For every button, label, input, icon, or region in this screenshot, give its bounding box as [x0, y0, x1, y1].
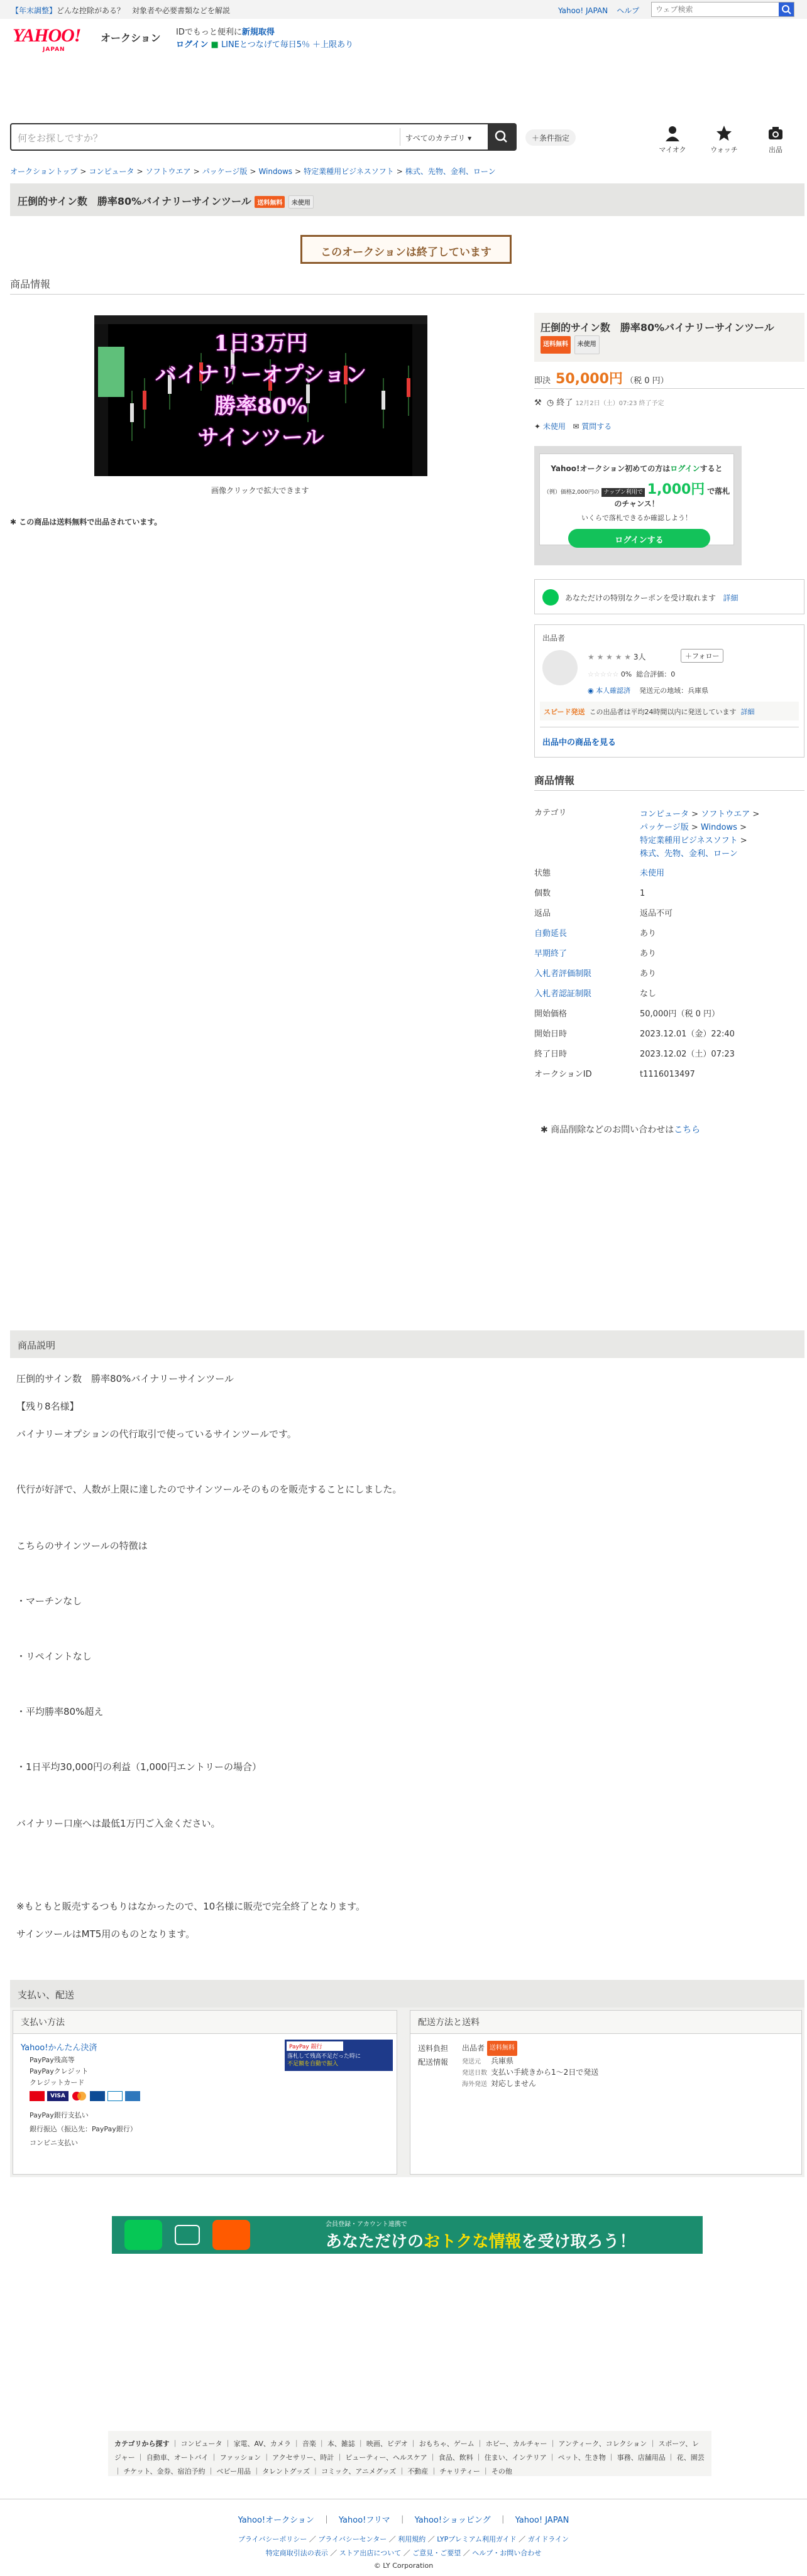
- shipping-box: [410, 2010, 802, 2175]
- auction-search-bar: [10, 123, 517, 151]
- footer-link[interactable]: ガイドライン: [527, 2535, 569, 2543]
- ship-info-label: 配送情報: [418, 2058, 449, 2067]
- news-tag: 【年末調整】: [11, 6, 57, 15]
- payment-method: クレジットカード: [30, 2079, 85, 2087]
- watch-label: ウォッチ: [710, 146, 738, 154]
- seller-rating-row: ★ ★ ★ ★ ★ 3人: [588, 653, 646, 661]
- info-row-category: [534, 807, 804, 867]
- info-value: あり: [640, 969, 657, 979]
- sell-button[interactable]: [757, 124, 794, 155]
- sparkle-icon: ✦: [534, 422, 541, 431]
- info-key: 状態: [534, 869, 551, 878]
- speed-tag: スピード発送: [544, 708, 585, 716]
- footer-category-link[interactable]: スポーツ、レジャー: [114, 2440, 700, 2462]
- info-key[interactable]: 入札者評価制限: [534, 969, 592, 979]
- overseas-value: 対応しません: [491, 2079, 537, 2088]
- seller-other-items-link[interactable]: 出品中の商品を見る: [542, 738, 617, 747]
- follow-button[interactable]: ＋フォロー: [681, 649, 723, 663]
- footer-category-link[interactable]: 家電、AV、カメラ: [233, 2440, 291, 2448]
- info-key: カテゴリ: [534, 808, 567, 818]
- info-value: 返品不可: [640, 909, 673, 918]
- info-rows: [534, 867, 804, 1088]
- footer-category-link[interactable]: ビューティー、ヘルスケア: [345, 2454, 427, 2462]
- mastercard-icon: [71, 2091, 87, 2101]
- footer-category-link[interactable]: コミック、アニメグッズ: [321, 2467, 397, 2475]
- category-link[interactable]: ソフトウエア: [701, 810, 750, 819]
- divider: [534, 388, 804, 389]
- jcb-icon: [90, 2091, 105, 2101]
- footer-categories: カテゴリから探す ｜ コンピュータ ｜ 家電、AV、カメラ ｜ 音楽 ｜ 本、雑誌 ｜ 映画、ビデオ ｜ おもちゃ、ゲーム ｜ ホビー、カルチャー ｜ アンティーク、コレクション ｜ スポーツ、レジャー ｜ 自動車、オートバイ ｜ ファッション ｜ アクセサリー、時計 ｜ ビューティー、ヘルスケア ｜ 食品、飲料 ｜ 住まい、インテリア ｜ ペット、生き物 ｜ 事務、店舗用品 ｜ 花、園芸 ｜ チケット、金券、宿泊予約 ｜ ベビー用品 ｜ タレントグッズ ｜ コミック、アニメグッズ ｜ 不動産 ｜ チャリティー ｜ その他: [108, 2431, 711, 2476]
- info-row: [534, 887, 804, 907]
- category-link[interactable]: 特定業種用ビジネスソフト: [640, 836, 738, 845]
- desc-line: こちらのサインツールの特徴は: [16, 1540, 148, 1552]
- seller-location: 発送元の地域：兵庫県: [639, 687, 709, 695]
- card-logos: [30, 2091, 140, 2101]
- speed-text: この出品者は平均24時間以内に発送しています: [589, 708, 737, 716]
- mypage-label: マイオク: [659, 146, 686, 154]
- banner-small-text: 会員登録・アカウント連携で: [326, 2221, 407, 2228]
- divider: [10, 294, 804, 295]
- paypay-msg: 不足額を自動で振入: [287, 2061, 339, 2067]
- info-row: [534, 967, 804, 987]
- breadcrumb-item[interactable]: 株式、先物、金利、ローン: [405, 167, 496, 176]
- category-select-value: すべてのカテゴリ: [405, 134, 466, 143]
- condition-badge: 未使用: [288, 195, 314, 209]
- end-label: 終了: [556, 398, 573, 408]
- category-path: コンピュータ > ソフトウエア > パッケージ版 > Windows > 特定業種用ビジネスソフト > 株式、先物、金利、ローン: [640, 810, 760, 859]
- footer-service-link[interactable]: Yahoo!オークション: [238, 2516, 314, 2525]
- info-row: [534, 1008, 804, 1028]
- footer: [0, 2499, 807, 2576]
- avatar[interactable]: [542, 650, 578, 685]
- payment-method: PayPayクレジット: [30, 2067, 89, 2075]
- seller-rating-total: 総合評価：0: [636, 670, 676, 678]
- condition-badge: 未使用: [574, 335, 600, 354]
- breadcrumb-item[interactable]: ソフトウエア: [145, 167, 191, 176]
- promo-line3: いくらで落札できるか確認しよう！: [581, 514, 692, 522]
- delete-note-text: 商品削除などのお問い合わせは: [551, 1125, 674, 1135]
- delete-inquiry-note: [541, 1123, 700, 1136]
- news-text: どんな控除がある？ 対象者や必要書類などを解説: [57, 6, 231, 15]
- footer-category-link[interactable]: チャリティー: [439, 2467, 480, 2475]
- info-row: [534, 1068, 804, 1088]
- info-key: 開始日時: [534, 1030, 568, 1039]
- info-key[interactable]: 早期終了: [534, 949, 568, 959]
- footer-category-link[interactable]: コンピュータ: [180, 2440, 222, 2448]
- footer-category-link[interactable]: 花、園芸: [676, 2454, 705, 2462]
- item-title: 圧倒的サイン数 勝率80%バイナリーサインツール: [18, 195, 251, 207]
- footer-link[interactable]: ストア出店について: [339, 2549, 402, 2557]
- web-search-input[interactable]: [652, 3, 775, 16]
- info-row: [534, 907, 804, 927]
- image-overlay-text: [94, 328, 427, 454]
- section-title-item-info: 商品情報: [10, 278, 51, 290]
- line-icon: [542, 589, 559, 606]
- info-key: 終了日時: [534, 1050, 568, 1059]
- info-value: 1: [640, 889, 645, 898]
- promo-login-link[interactable]: ログイン: [670, 464, 700, 473]
- info-value: 2023.12.02（土）07:23: [640, 1050, 735, 1059]
- desc-line: バイナリー口座へは最低1万円ご入金ください。: [16, 1818, 221, 1829]
- ship-payer-label: 送料負担: [418, 2043, 449, 2053]
- promo-amount-post: で落札のチャンス！: [614, 487, 730, 508]
- item-title-row: [18, 193, 314, 209]
- login-promo: [176, 26, 353, 52]
- payment-method-title: 支払い方法: [13, 2011, 397, 2034]
- payment-header: 支払い、配送: [10, 1980, 804, 2008]
- gavel-icon: ⚒: [534, 398, 542, 408]
- free-shipping-badge: 送料無料: [487, 2041, 517, 2056]
- footer-category-link[interactable]: ホビー、カルチャー: [485, 2440, 547, 2448]
- line-promo-text[interactable]: LINEとつなげて毎日5％ ＋上限あり: [221, 40, 354, 50]
- logo-brand: YAHOO!: [13, 25, 81, 46]
- ship-payer: 出品者: [462, 2043, 485, 2053]
- summary-title-block: [534, 313, 804, 362]
- delete-note-link[interactable]: こちら: [674, 1125, 701, 1135]
- info-key: 個数: [534, 889, 551, 898]
- star-bullet-icon: ✱: [10, 518, 17, 526]
- footer-category-link[interactable]: おもちゃ、ゲーム: [419, 2440, 475, 2448]
- info-row: [534, 1048, 804, 1068]
- web-search-box: [651, 2, 794, 17]
- summary-box: [534, 313, 804, 362]
- promo-amount: 1,000円: [647, 482, 705, 497]
- coupon-banner[interactable]: [534, 579, 804, 614]
- days-label: 発送日数: [462, 2070, 487, 2077]
- line-icon: [124, 2220, 162, 2250]
- image-caption: 画像クリックで拡大できます: [211, 486, 309, 495]
- chat-icon: ✉: [573, 422, 579, 431]
- watchlist-button[interactable]: [705, 124, 743, 155]
- link-icon: [175, 2225, 200, 2245]
- speed-shipping-row: [540, 702, 799, 720]
- line-icon: ■: [211, 40, 219, 50]
- camera-icon: [767, 124, 784, 142]
- info-key[interactable]: 入札者認証制限: [534, 989, 592, 999]
- breadcrumb-item[interactable]: オークショントップ: [10, 167, 78, 176]
- info-value[interactable]: 未使用: [640, 869, 665, 878]
- seller-score-row: ☆☆☆☆☆ 0% 総合評価：0: [588, 670, 676, 678]
- coupon-detail-link[interactable]: 詳細: [723, 594, 738, 602]
- footer-link[interactable]: プライバシーセンター: [318, 2535, 387, 2543]
- overseas-label: 海外発送: [462, 2081, 487, 2088]
- footer-link[interactable]: ヘルプ・お問い合わせ: [472, 2549, 542, 2557]
- search-icon: [488, 124, 515, 149]
- footer-service-link[interactable]: Yahoo!ショッピング: [414, 2516, 491, 2525]
- footer-category-link[interactable]: 映画、ビデオ: [366, 2440, 408, 2448]
- top-links: [558, 5, 648, 16]
- end-time-row: [534, 396, 664, 408]
- promo-badge: ナップン利用で: [601, 488, 644, 497]
- desc-line: 圧倒的サイン数 勝率80%バイナリーサインツール: [16, 1373, 234, 1384]
- unused-link[interactable]: 未使用: [542, 422, 566, 431]
- category-select[interactable]: すべてのカテゴリ ▾: [400, 128, 488, 146]
- footer-category-link[interactable]: ベビー用品: [216, 2467, 251, 2475]
- easy-payment-link[interactable]: Yahoo!かんたん決済: [21, 2043, 97, 2053]
- promo-line1: Yahoo!オークション初めての方は: [551, 464, 671, 473]
- logo-sub: JAPAN: [43, 46, 65, 53]
- item-info-title: 商品情報: [534, 774, 575, 786]
- seller-title: 出品者: [542, 634, 566, 643]
- promo-line1-post: すると: [700, 464, 723, 473]
- promo-text: IDでもっと便利に: [176, 28, 242, 37]
- info-value: なし: [640, 989, 657, 999]
- footer-category-link[interactable]: アンティーク、コレクション: [558, 2440, 647, 2448]
- item-info-table: [534, 807, 804, 1088]
- desc-line: ・平均勝率80%超え: [16, 1706, 104, 1717]
- category-link[interactable]: パッケージ版: [640, 823, 689, 832]
- yahoo-auction-logo[interactable]: [13, 25, 163, 57]
- main-product-image[interactable]: [94, 315, 427, 476]
- price-value: 50,000円: [556, 371, 623, 387]
- info-key: 返品: [534, 909, 551, 918]
- paypay-msg: 落札して残高不足だった時に: [287, 2053, 361, 2060]
- footer-services: Yahoo!オークション ｜ Yahoo!フリマ ｜ Yahoo!ショッピング ｜ Yahoo! JAPAN: [238, 2516, 569, 2525]
- payment-method: PayPay銀行支払い: [30, 2111, 89, 2119]
- shipping-details: [418, 2041, 598, 2090]
- breadcrumb: オークショントップ > コンピュータ > ソフトウエア > パッケージ版 > Windows > 特定業種用ビジネスソフト > 株式、先物、金利、ローン: [10, 167, 496, 176]
- web-search-button[interactable]: [779, 3, 794, 16]
- seller-meta-row: [588, 685, 708, 695]
- credit-card-icon: [30, 2091, 45, 2101]
- payment-method: コンビニ支払い: [30, 2139, 78, 2147]
- image-line: サインツール: [197, 425, 324, 450]
- footer-category-link[interactable]: 自動車、オートバイ: [146, 2454, 209, 2462]
- promo-example: （例）価格2,000円の: [543, 489, 600, 496]
- price-tax: （税 0 円）: [625, 376, 669, 386]
- breadcrumb-item[interactable]: Windows: [258, 167, 293, 176]
- payment-method: 銀行振込（振込先：PayPay銀行）: [30, 2125, 137, 2133]
- info-row: [534, 867, 804, 887]
- signup-link[interactable]: 新規取得: [241, 28, 275, 37]
- paypay-bank-promo[interactable]: [285, 2040, 393, 2071]
- desc-line: 代行が好評で、人数が上限に達したのでサインツールそのものを販売することにしました。: [16, 1484, 402, 1495]
- verified-badge: ◉ 本人確認済: [588, 687, 631, 695]
- search-icon: [779, 3, 794, 16]
- end-detail: 12月2日（土）07:23 終了予定: [575, 400, 664, 407]
- login-link[interactable]: ログイン: [176, 40, 209, 50]
- footer-category-link[interactable]: ペット、生き物: [557, 2454, 606, 2462]
- desc-line: サインツールはMT5用のものとなります。: [16, 1928, 195, 1940]
- amex-icon: [125, 2091, 140, 2101]
- seller-rating: 0%: [620, 670, 632, 678]
- footer-category-link[interactable]: 住まい、インテリア: [484, 2454, 547, 2462]
- summary-title: 圧倒的サイン数 勝率80%バイナリーサインツール: [541, 322, 774, 334]
- free-shipping-badge: 送料無料: [255, 196, 285, 208]
- info-value: 2023.12.01（金）22:40: [640, 1030, 735, 1039]
- shipping-title: 配送方法と送料: [410, 2011, 801, 2034]
- footer-link[interactable]: ご意見・ご要望: [412, 2549, 461, 2557]
- category-link[interactable]: 株式、先物、金利、ローン: [640, 849, 738, 859]
- diners-icon: [107, 2091, 123, 2101]
- auction-icon: [212, 2220, 250, 2250]
- from-label: 発送元: [462, 2058, 481, 2065]
- verified-text: 本人確認済: [596, 687, 631, 695]
- info-row: [534, 927, 804, 947]
- ask-question-link[interactable]: 質問する: [581, 422, 612, 431]
- breadcrumb-item[interactable]: パッケージ版: [202, 167, 248, 176]
- footer-category-link[interactable]: 本、雑誌: [327, 2440, 355, 2448]
- info-row: [534, 1028, 804, 1048]
- footer-cat-items: コンピュータ ｜ 家電、AV、カメラ ｜ 音楽 ｜ 本、雑誌 ｜ 映画、ビデオ ｜ おもちゃ、ゲーム ｜ ホビー、カルチャー ｜ アンティーク、コレクション ｜ スポーツ、レジャー ｜ 自動車、オートバイ ｜ ファッション ｜ アクセサリー、時計 ｜ ビューティー、ヘルスケア ｜ 食品、飲料 ｜ 住まい、インテリア ｜ ペット、生き物 ｜ 事務、店舗用品 ｜ 花、園芸 ｜ チケット、金券、宿泊予約 ｜ ベビー用品 ｜ タレントグッズ ｜ コミック、アニメグッズ ｜ 不動産 ｜ チャリティー ｜ その他: [114, 2440, 705, 2475]
- footer-cats-label: カテゴリから探す: [114, 2440, 170, 2448]
- person-icon: [664, 124, 681, 142]
- paypay-tag: PayPay 銀行: [287, 2041, 343, 2051]
- category-link[interactable]: Windows: [700, 823, 737, 832]
- image-line: 1日3万円: [214, 331, 308, 356]
- free-shipping-text: この商品は送料無料で出品されています。: [19, 518, 162, 526]
- line-link-banner[interactable]: [112, 2216, 703, 2254]
- item-title-bar: [10, 183, 804, 216]
- footer-category-link[interactable]: タレントグッズ: [262, 2467, 310, 2475]
- help-link[interactable]: ヘルプ: [617, 6, 640, 15]
- info-value: あり: [640, 949, 657, 959]
- footer-links-1: プライバシーポリシー ／ プライバシーセンター ／ 利用規約 ／ LYPプレミアム利用ガイド ／ ガイドライン: [238, 2535, 569, 2543]
- mypage-button[interactable]: [654, 124, 691, 155]
- desc-line: ・リペイントなし: [16, 1651, 92, 1662]
- footer-category-link[interactable]: 食品、飲料: [438, 2454, 473, 2462]
- desc-line: 【残り8名様】: [16, 1401, 79, 1412]
- info-value: あり: [640, 929, 657, 938]
- payment-methods-box: [13, 2010, 397, 2175]
- free-shipping-badge: 送料無料: [541, 336, 571, 354]
- speed-detail-link[interactable]: 詳細: [740, 708, 755, 716]
- desc-line: ・1日平均30,000円の利益（1,000円エントリーの場合）: [16, 1761, 261, 1773]
- clock-icon: ◷: [546, 398, 554, 408]
- footer-service-link[interactable]: Yahoo!フリマ: [338, 2516, 390, 2525]
- footer-category-link[interactable]: 事務、店舗用品: [617, 2454, 666, 2462]
- footer-link[interactable]: プライバシーポリシー: [238, 2535, 307, 2543]
- coupon-text: あなただけの特別なクーポンを受け取れます: [565, 594, 716, 602]
- image-line: 勝率80%: [214, 394, 307, 419]
- from-value: 兵庫県: [491, 2057, 514, 2065]
- footer-category-link[interactable]: その他: [491, 2467, 512, 2475]
- footer-category-link[interactable]: 音楽: [302, 2440, 316, 2448]
- desc-line: ※もともと販売するつもりはなかったので、10名様に販売で完全終了となります。: [16, 1901, 366, 1912]
- divider: [534, 790, 804, 791]
- info-value: t1116013497: [640, 1070, 695, 1079]
- breadcrumb-item[interactable]: 特定業種用ビジネスソフト: [304, 167, 394, 176]
- footer-link[interactable]: 特定商取引法の表示: [265, 2549, 328, 2557]
- logo-service: オークション: [101, 32, 161, 44]
- category-link[interactable]: コンピュータ: [640, 810, 689, 819]
- sell-label: 出品: [769, 146, 782, 154]
- image-line: バイナリーオプション: [155, 362, 367, 388]
- search-input[interactable]: 何をお探しですか？: [18, 133, 103, 144]
- yahoo-japan-link[interactable]: Yahoo! JAPAN: [558, 6, 608, 15]
- search-button[interactable]: [488, 124, 515, 149]
- description-section: [10, 1330, 804, 1358]
- footer-service-link[interactable]: Yahoo! JAPAN: [515, 2516, 569, 2525]
- footer-links-2: 特定商取引法の表示 ／ ストア出店について ／ ご意見・ご要望 ／ ヘルプ・お問い合わせ: [265, 2549, 542, 2557]
- banner-text: あなただけの: [326, 2232, 424, 2251]
- buy-now-price: [534, 368, 669, 388]
- buy-now-label: 即決: [534, 376, 551, 386]
- footer-link[interactable]: LYPプレミアム利用ガイド: [437, 2535, 517, 2543]
- info-key[interactable]: 自動延長: [534, 929, 568, 938]
- desc-line: ・マーチンなし: [16, 1595, 82, 1607]
- seller-box: [534, 624, 804, 758]
- login-button[interactable]: ログインする: [568, 529, 710, 548]
- copyright: © LY Corporation: [373, 2562, 434, 2570]
- footer-category-link[interactable]: 不動産: [407, 2467, 429, 2475]
- star-icon: [715, 124, 733, 142]
- star-bullet-icon: ✱: [541, 1125, 548, 1135]
- banner-text-highlight: おトクな情報: [424, 2232, 522, 2251]
- auction-ended-notice: このオークションは終了しています: [300, 235, 512, 264]
- info-key: 開始価格: [534, 1009, 568, 1019]
- visa-icon: VISA: [47, 2091, 69, 2101]
- info-value: 50,000円（税 0 円）: [640, 1009, 720, 1019]
- footer-category-link[interactable]: アクセサリー、時計: [272, 2454, 334, 2462]
- question-row: [534, 421, 612, 432]
- info-key: オークションID: [534, 1070, 592, 1079]
- footer-category-link[interactable]: チケット、金券、宿泊予約: [123, 2467, 206, 2475]
- footer-link[interactable]: 利用規約: [398, 2535, 426, 2543]
- payment-methods-list: [30, 2055, 89, 2089]
- description-header: 商品説明: [10, 1330, 804, 1358]
- free-shipping-note: [10, 516, 162, 527]
- info-row: [534, 987, 804, 1008]
- news-ticker[interactable]: [11, 5, 230, 16]
- info-row: [534, 947, 804, 967]
- conditions-button[interactable]: ＋条件指定: [525, 129, 576, 146]
- days-value: 支払い手続きから1〜2日で発送: [491, 2068, 599, 2077]
- desc-line: バイナリーオプションの代行取引で使っているサインツールです。: [16, 1428, 297, 1440]
- breadcrumb-item[interactable]: コンピュータ: [89, 167, 134, 176]
- payment-shipping-section: [10, 1980, 804, 2008]
- banner-text: を受け取ろう！: [521, 2232, 636, 2251]
- banner-main-text: [326, 2229, 636, 2252]
- top-bar: [0, 0, 807, 19]
- seller-follow-count: 3人: [633, 653, 646, 661]
- payment-method: PayPay残高等: [30, 2056, 75, 2064]
- footer-category-link[interactable]: ファッション: [219, 2454, 261, 2462]
- payment-methods-list-2: [30, 2109, 137, 2150]
